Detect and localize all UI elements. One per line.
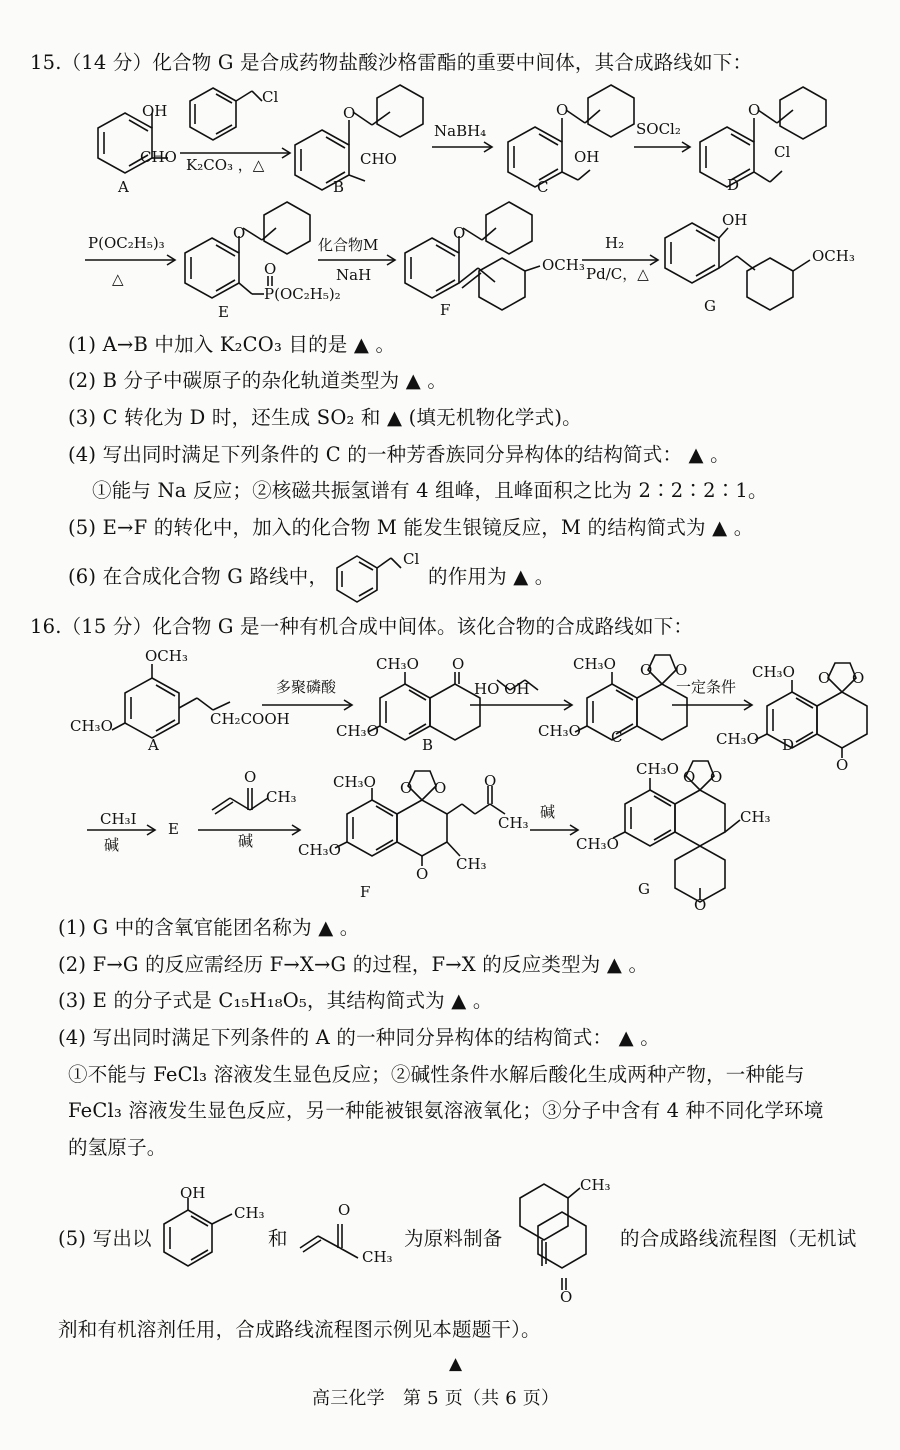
q16-target-o: O bbox=[560, 1288, 573, 1306]
q16-f-ch3o: CH₃O bbox=[298, 841, 341, 859]
q15-item-3: (3) C 转化为 D 时，还生成 SO₂ 和 ▲ (填无机物化学式)。 bbox=[68, 406, 582, 429]
q16-mvk bbox=[212, 788, 268, 814]
q16-item-4-cond-3: 的氢原子。 bbox=[68, 1136, 167, 1159]
q15-label-e: E bbox=[218, 303, 229, 321]
q16-b-ch3o: CH₃O bbox=[336, 722, 379, 740]
q15-g-och3: OCH₃ bbox=[812, 247, 855, 265]
answer-marker: ▲ bbox=[449, 1354, 463, 1374]
q15-e-p: P(OC₂H₅)₂ bbox=[264, 285, 341, 303]
q16-mvk2-o: O bbox=[338, 1201, 351, 1219]
q16-f-ch3-right: CH₃ bbox=[498, 814, 529, 832]
q16-a-och3-top: OCH₃ bbox=[145, 647, 188, 665]
q16-reagent-de-bottom: 碱 bbox=[104, 836, 120, 854]
q16-label-g: G bbox=[638, 880, 650, 898]
q16-f-o2: O bbox=[434, 779, 447, 797]
q16-molecule-b bbox=[368, 672, 480, 740]
q15-label-c: C bbox=[537, 178, 549, 196]
q16-label-d: D bbox=[782, 736, 795, 754]
q15-molecule-e bbox=[185, 202, 310, 298]
q16-label-a: A bbox=[148, 736, 159, 754]
q16-c-ch3o-top: CH₃O bbox=[573, 655, 616, 673]
q15-d-o: O bbox=[748, 101, 761, 119]
q16-reagent-cd: 一定条件 bbox=[676, 678, 737, 696]
q16-d-o3: O bbox=[836, 756, 849, 774]
q15-item-6-cl: Cl bbox=[403, 550, 420, 568]
q15-molecule-g bbox=[665, 223, 810, 310]
q16-g-ch3o-top: CH₃O bbox=[636, 760, 679, 778]
q15-f-o: O bbox=[453, 224, 466, 242]
q16-reagent-fg: 碱 bbox=[540, 803, 556, 821]
q15-b-o: O bbox=[343, 104, 356, 122]
q16-d-o2: O bbox=[852, 669, 865, 687]
q16-g-o3: O bbox=[694, 896, 707, 914]
q15-scheme-row2 bbox=[0, 198, 900, 321]
q16-d-ch3o-top: CH₃O bbox=[752, 663, 795, 681]
q15-item-6-post: 的作用为 ▲ 。 bbox=[428, 565, 555, 588]
q16-item-1: (1) G 中的含氧官能团名称为 ▲ 。 bbox=[58, 916, 360, 939]
q15-bzcl-cl: Cl bbox=[262, 88, 279, 106]
q16-item-5-b: 和 bbox=[268, 1227, 288, 1250]
q16-cresol-oh: OH bbox=[180, 1184, 206, 1202]
q16-title: 16.（15 分）化合物 G 是一种有机合成中间体。该化合物的合成路线如下： bbox=[30, 615, 694, 638]
q16-c-ch3o: CH₃O bbox=[538, 722, 581, 740]
q16-c-o2: O bbox=[675, 661, 688, 679]
q16-item-2: (2) F→G 的反应需经历 F→X→G 的过程，F→X 的反应类型为 ▲ 。 bbox=[58, 953, 649, 976]
q15-e-po: O bbox=[264, 260, 277, 278]
q16-label-c: C bbox=[611, 728, 623, 746]
q15-label-b: B bbox=[333, 178, 345, 196]
q16-item-5-c: 为原料制备 bbox=[404, 1227, 503, 1250]
q16-item-5-e: 剂和有机溶剂任用，合成路线流程图示例见本题题干）。 bbox=[58, 1318, 541, 1341]
q15-g-oh: OH bbox=[722, 211, 748, 229]
q15-a-oh: OH bbox=[142, 102, 168, 120]
q16-f-o1: O bbox=[400, 779, 413, 797]
q15-b-cho: CHO bbox=[360, 150, 397, 168]
q16-cresol-ch3: CH₃ bbox=[234, 1204, 265, 1222]
q16-a-cooh: CH₂COOH bbox=[210, 710, 290, 728]
q15-reagent-de-top: P(OC₂H₅)₃ bbox=[88, 234, 165, 252]
q15-molecule-f bbox=[405, 202, 540, 310]
q16-f-o3: O bbox=[416, 865, 429, 883]
q16-label-e-inline: E bbox=[168, 820, 179, 838]
q16-f-ch3: CH₃ bbox=[456, 855, 487, 873]
q15-reagent-ab: K₂CO₃ ，△ bbox=[186, 156, 265, 174]
q16-target-ch3: CH₃ bbox=[580, 1176, 611, 1194]
q15-molecule-d bbox=[700, 87, 826, 187]
q16-label-b: B bbox=[422, 736, 434, 754]
q15-item-4: (4) 写出同时满足下列条件的 C 的一种芳香族同分异构体的结构简式： ▲ 。 bbox=[68, 443, 730, 466]
q15-item-1: (1) A→B 中加入 K₂CO₃ 目的是 ▲ 。 bbox=[68, 333, 396, 356]
q15-item-6-pre: (6) 在合成化合物 G 路线中， bbox=[68, 565, 329, 588]
q15-item-5: (5) E→F 的转化中，加入的化合物 M 能发生银镜反应，M 的结构简式为 ▲ 。 bbox=[68, 516, 754, 539]
q16-item-3: (3) E 的分子式是 C₁₅H₁₈O₅，其结构简式为 ▲ 。 bbox=[58, 989, 493, 1012]
q15-c-o: O bbox=[556, 101, 569, 119]
q15-label-g: G bbox=[704, 297, 716, 315]
q16-g-o2: O bbox=[710, 768, 723, 786]
q16-item-5-d: 的合成路线流程图（无机试 bbox=[620, 1227, 857, 1250]
q15-label-f: F bbox=[440, 301, 451, 319]
q15-molecule-c bbox=[508, 85, 634, 187]
q15-d-cl: Cl bbox=[774, 143, 791, 161]
q16-b-ch3o-top: CH₃O bbox=[376, 655, 419, 673]
q15-label-d: D bbox=[727, 176, 740, 194]
q16-scheme-row2 bbox=[0, 756, 900, 910]
q16-reagent-ef-bottom: 碱 bbox=[238, 832, 254, 850]
q15-reagent-bc: NaBH₄ bbox=[434, 122, 487, 140]
q16-g-ch3o: CH₃O bbox=[576, 835, 619, 853]
q16-reagent-de-top: CH₃I bbox=[100, 810, 137, 828]
q15-a-cho: CHO bbox=[140, 148, 177, 166]
q15-reagent-fg-top: H₂ bbox=[605, 234, 625, 252]
q16-f-o-ketone: O bbox=[484, 772, 497, 790]
q16-mvk2-ch3: CH₃ bbox=[362, 1248, 393, 1266]
page-footer: 高三化学 第 5 页（共 6 页） bbox=[312, 1388, 560, 1409]
q15-reagent-cd: SOCl₂ bbox=[636, 120, 681, 138]
q16-item-4: (4) 写出同时满足下列条件的 A 的一种同分异构体的结构简式： ▲ 。 bbox=[58, 1026, 660, 1049]
q15-title: 15.（14 分）化合物 G 是合成药物盐酸沙格雷酯的重要中间体，其合成路线如下： bbox=[30, 51, 753, 74]
q16-label-f: F bbox=[360, 883, 371, 901]
q15-reagent-fg-bottom: Pd/C，△ bbox=[586, 265, 649, 283]
q16-reagent-ab: 多聚磷酸 bbox=[276, 678, 337, 696]
q16-c-o1: O bbox=[640, 661, 653, 679]
q15-label-a: A bbox=[118, 178, 129, 196]
q15-benzyl-chloride bbox=[190, 88, 262, 140]
q15-item-4-conditions: ①能与 Na 反应；②核磁共振氢谱有 4 组峰，且峰面积之比为 2∶2∶2∶1。 bbox=[92, 479, 768, 502]
q16-g-o1: O bbox=[683, 768, 696, 786]
q16-mvk-o: O bbox=[244, 768, 257, 786]
q15-reagent-ef-top: 化合物M bbox=[318, 236, 379, 254]
q16-item-5-a: (5) 写出以 bbox=[58, 1227, 152, 1250]
q16-d-ch3o: CH₃O bbox=[716, 730, 759, 748]
q16-item-4-cond-1: ①不能与 FeCl₃ 溶液发生显色反应；②碱性条件水解后酸化生成两种产物，一种能与 bbox=[68, 1063, 805, 1086]
q16-mvk-ch3: CH₃ bbox=[266, 788, 297, 806]
q16-item-4-cond-2: FeCl₃ 溶液发生显色反应，另一种能被银氨溶液氧化；③分子中含有 4 种不同化学环境 bbox=[68, 1099, 824, 1122]
q16-f-ch3o-top: CH₃O bbox=[333, 773, 376, 791]
q16-d-o1: O bbox=[818, 669, 831, 687]
q15-c-oh: OH bbox=[574, 148, 600, 166]
q16-reagent-bc: HO OH bbox=[474, 680, 530, 698]
q16-a-ch3o: CH₃O bbox=[70, 717, 113, 735]
q15-molecule-b bbox=[295, 85, 423, 190]
q15-e-o: O bbox=[233, 224, 246, 242]
q15-reagent-de-bottom: △ bbox=[112, 270, 124, 288]
q16-g-ch3: CH₃ bbox=[740, 808, 771, 826]
q16-b-o: O bbox=[452, 655, 465, 673]
q15-f-och3: OCH₃ bbox=[542, 256, 585, 274]
q15-item-2: (2) B 分子中碳原子的杂化轨道类型为 ▲ 。 bbox=[68, 369, 448, 392]
q15-reagent-ef-bottom: NaH bbox=[336, 266, 372, 284]
